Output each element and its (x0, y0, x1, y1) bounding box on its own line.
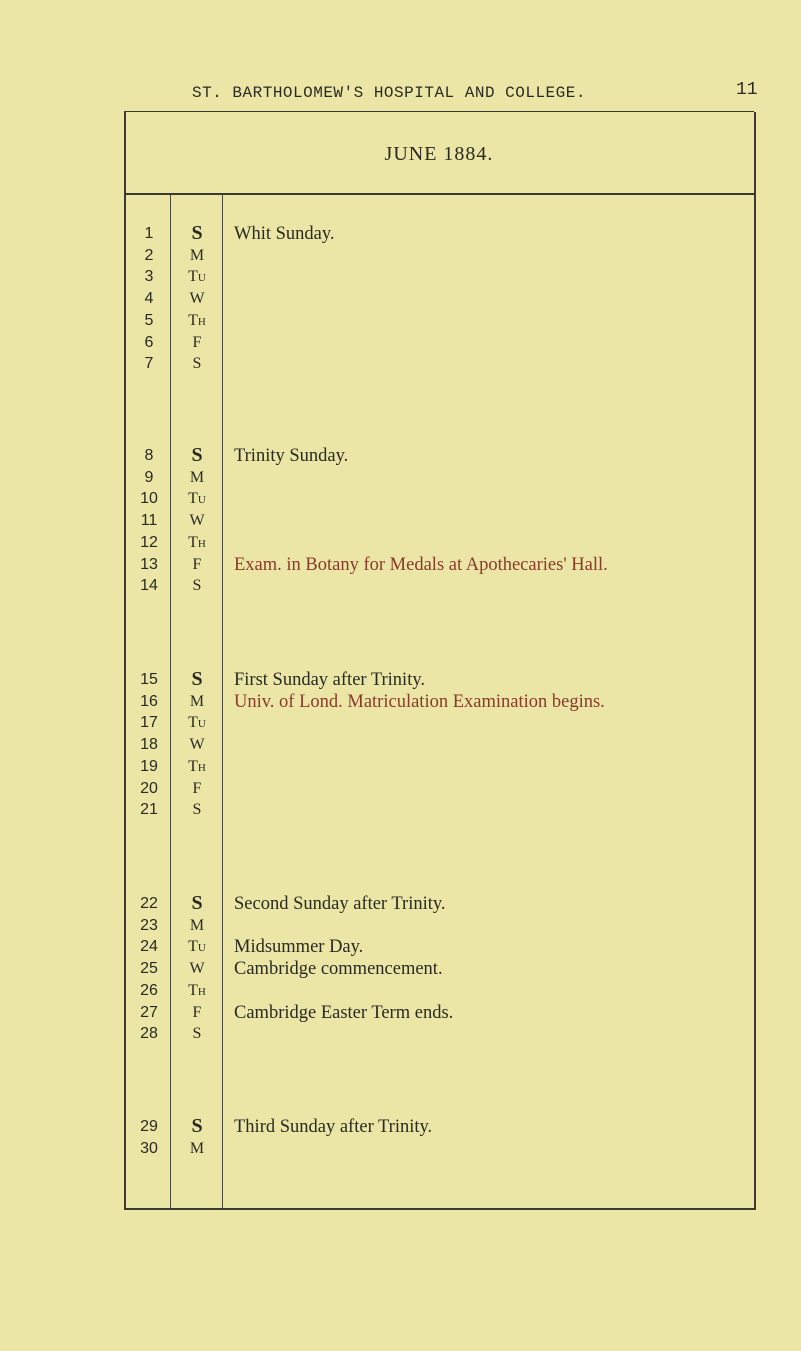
weekday-abbr: Tu (188, 938, 206, 956)
sunday-symbol: S (191, 892, 203, 914)
calendar-row (124, 735, 754, 757)
sunday-symbol: S (191, 1115, 203, 1137)
calendar-row (124, 354, 754, 376)
day-number: 7 (144, 355, 154, 373)
day-number: 21 (140, 801, 158, 819)
day-event: Exam. in Botany for Medals at Apothecaries' Hall. (234, 554, 608, 575)
day-number: 17 (140, 714, 158, 732)
sunday-symbol: S (191, 668, 203, 690)
day-event: Univ. of Lond. Matriculation Examination begins. (234, 691, 605, 712)
calendar-row (124, 779, 754, 801)
day-number: 1 (144, 225, 154, 242)
weekday-abbr: W (189, 736, 205, 754)
calendar-row (124, 246, 754, 268)
weekday-abbr: S (192, 577, 202, 595)
day-number: 30 (140, 1139, 158, 1157)
weekday-abbr: W (189, 290, 205, 308)
weekday-abbr: Th (188, 757, 206, 775)
weekday-abbr: Tu (188, 268, 206, 286)
calendar-row (124, 446, 754, 468)
header-rule (124, 193, 754, 195)
weekday-abbr: M (189, 246, 205, 264)
calendar-row (124, 224, 754, 246)
calendar-row (124, 1139, 754, 1161)
calendar-row (124, 894, 754, 916)
calendar-row (124, 267, 754, 289)
calendar-row (124, 333, 754, 355)
day-number: 18 (140, 736, 158, 754)
day-number: 14 (140, 577, 158, 595)
calendar-row (124, 1117, 754, 1139)
weekday-abbr: M (189, 1139, 205, 1157)
calendar-row (124, 311, 754, 333)
day-number: 13 (140, 555, 158, 573)
day-number: 23 (140, 916, 158, 934)
calendar-row (124, 981, 754, 1003)
day-number: 24 (140, 938, 158, 956)
weekday-abbr: Tu (188, 490, 206, 508)
weekday-abbr: Th (188, 981, 206, 999)
calendar-row (124, 670, 754, 692)
day-number: 5 (144, 311, 154, 329)
weekday-abbr: Th (188, 311, 206, 329)
sunday-symbol: S (191, 222, 203, 244)
running-head: ST. BARTHOLOMEW'S HOSPITAL AND COLLEGE. (192, 84, 586, 102)
day-number: 19 (140, 757, 158, 775)
month-title: JUNE 1884. (384, 143, 494, 165)
day-event: Third Sunday after Trinity. (234, 1117, 433, 1137)
weekday-abbr: W (189, 960, 205, 978)
day-number: 15 (140, 671, 158, 688)
day-number: 8 (144, 447, 154, 464)
day-event: Cambridge commencement. (234, 959, 443, 980)
weekday-abbr: S (192, 801, 202, 819)
weekday-abbr: F (192, 555, 202, 573)
calendar-row (124, 289, 754, 311)
calendar-row (124, 468, 754, 490)
weekday-abbr: F (192, 1003, 202, 1021)
calendar-row (124, 576, 754, 598)
calendar-row (124, 959, 754, 981)
day-number: 20 (140, 779, 158, 797)
day-number: 26 (140, 981, 158, 999)
calendar-row (124, 555, 754, 577)
day-number: 29 (140, 1118, 158, 1135)
day-number: 22 (140, 895, 158, 912)
weekday-abbr: Th (188, 533, 206, 551)
page-number: 11 (736, 80, 758, 100)
weekday-abbr: S (192, 1025, 202, 1043)
weekday-abbr: W (189, 512, 205, 530)
weekday-abbr: M (189, 916, 205, 934)
calendar-row (124, 916, 754, 938)
day-event: Trinity Sunday. (234, 446, 349, 466)
day-number: 27 (140, 1003, 158, 1021)
calendar-row (124, 757, 754, 779)
calendar-row (124, 937, 754, 959)
sunday-symbol: S (191, 444, 203, 466)
day-number: 4 (144, 290, 154, 308)
calendar-row (124, 692, 754, 714)
day-number: 6 (144, 333, 154, 351)
day-number: 12 (140, 533, 158, 551)
calendar-row (124, 533, 754, 555)
day-event: Whit Sunday. (234, 224, 335, 244)
day-event: Cambridge Easter Term ends. (234, 1002, 454, 1023)
day-event: Second Sunday after Trinity. (234, 894, 446, 914)
day-number: 25 (140, 960, 158, 978)
calendar-row (124, 800, 754, 822)
calendar-row (124, 511, 754, 533)
day-number: 16 (140, 692, 158, 710)
day-number: 11 (140, 512, 158, 530)
day-number: 9 (144, 468, 154, 486)
day-number: 10 (140, 490, 158, 508)
weekday-abbr: M (189, 468, 205, 486)
calendar-row (124, 489, 754, 511)
weekday-abbr: Tu (188, 714, 206, 732)
calendar-row (124, 1003, 754, 1025)
weekday-abbr: M (189, 692, 205, 710)
weekday-abbr: S (192, 355, 202, 373)
day-event: First Sunday after Trinity. (234, 670, 426, 690)
calendar-row (124, 1024, 754, 1046)
day-number: 3 (144, 268, 154, 286)
day-number: 2 (144, 246, 154, 264)
weekday-abbr: F (192, 333, 202, 351)
day-event: Midsummer Day. (234, 937, 364, 958)
weekday-abbr: F (192, 779, 202, 797)
calendar-row (124, 713, 754, 735)
day-number: 28 (140, 1025, 158, 1043)
